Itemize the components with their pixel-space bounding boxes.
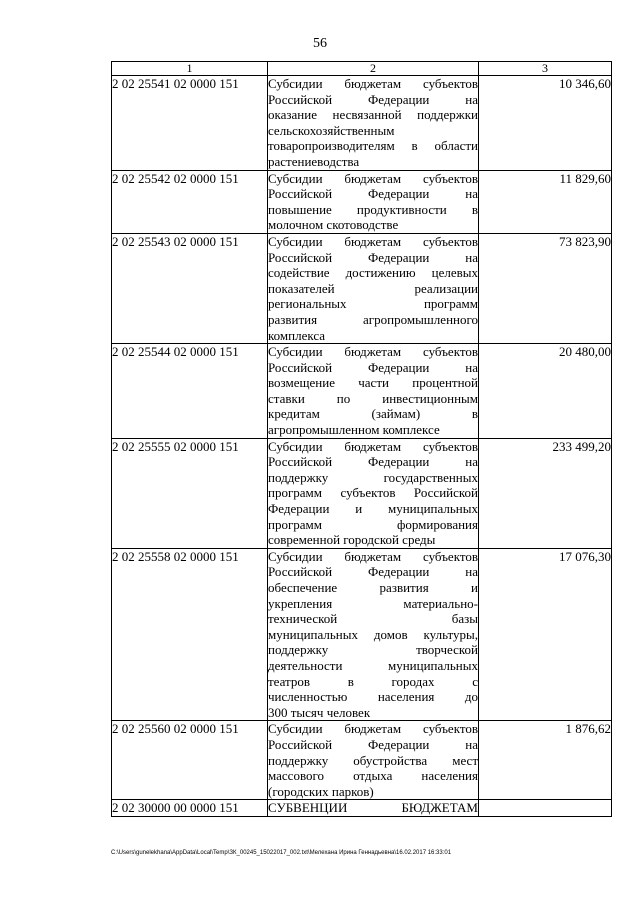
- description-line: Субсидии бюджетам субъектов: [268, 438, 478, 454]
- description-line: СУБВЕНЦИИ БЮДЖЕТАМ: [268, 800, 478, 816]
- description-line: программ субъектов Российской: [268, 485, 478, 501]
- budget-code-cell: 2 02 25541 02 0000 151: [112, 76, 268, 171]
- description-cell: [268, 800, 479, 817]
- budget-code-cell: 2 02 25544 02 0000 151: [112, 344, 268, 439]
- description-line: Субсидии бюджетам субъектов: [268, 344, 478, 360]
- budget-code-cell: 2 02 25555 02 0000 151: [112, 438, 268, 548]
- amount-cell: 1 876,62: [479, 721, 612, 800]
- description-line: агропромышленном комплексе: [268, 422, 440, 438]
- description-line: Российской Федерации на: [268, 249, 478, 265]
- description-line: 300 тысяч человек: [268, 704, 371, 720]
- description-line: Субсидии бюджетам субъектов: [268, 233, 478, 249]
- description-line: технической базы: [268, 611, 478, 627]
- table-row: [112, 76, 612, 171]
- description-line: Субсидии бюджетам субъектов: [268, 76, 478, 91]
- table-row: [112, 233, 612, 343]
- budget-code-cell: 2 02 30000 00 0000 151: [112, 800, 268, 817]
- description-line: театров в городах с: [268, 673, 478, 689]
- table-row: [112, 344, 612, 439]
- description-line: оказание несвязанной поддержки: [268, 107, 478, 123]
- description-line: численностью населения до: [268, 689, 478, 705]
- table-row: [112, 548, 612, 721]
- amount-cell: 17 076,30: [479, 548, 612, 721]
- amount-cell: 73 823,90: [479, 233, 612, 343]
- table-row: [112, 721, 612, 800]
- amount-cell: 10 346,60: [479, 76, 612, 171]
- description-line: кредитам (займам) в: [268, 406, 478, 422]
- description-line: содействие достижению целевых: [268, 265, 478, 281]
- description-line: современной городской среды: [268, 532, 436, 548]
- description-cell: [268, 344, 479, 439]
- description-cell: [268, 438, 479, 548]
- budget-code-cell: 2 02 25558 02 0000 151: [112, 548, 268, 721]
- description-line: Субсидии бюджетам субъектов: [268, 721, 478, 737]
- amount-cell: 20 480,00: [479, 344, 612, 439]
- description-line: повышение продуктивности в: [268, 201, 478, 217]
- description-line: Субсидии бюджетам субъектов: [268, 548, 478, 564]
- column-header-3: 3: [479, 62, 612, 76]
- description-line: (городских парков): [268, 783, 374, 799]
- file-path-footer: C:\Users\gunelekhana\AppData\Local\Temp\ЗК_00245_15022017_002.txt\Мелехана Ирина Геннадьевна\16.02.2017 16:33:01: [111, 850, 452, 856]
- table-header-row: [112, 62, 612, 76]
- description-line: деятельности муниципальных: [268, 657, 478, 673]
- description-line: укрепления материально-: [268, 595, 478, 611]
- budget-table: [111, 61, 612, 817]
- column-header-1: 1: [112, 62, 268, 76]
- description-line: товаропроизводителям в области: [268, 138, 478, 154]
- description-cell: [268, 548, 479, 721]
- description-line: муниципальных домов культуры,: [268, 626, 478, 642]
- description-line: программ формирования: [268, 516, 478, 532]
- description-line: молочном скотоводстве: [268, 217, 399, 233]
- description-line: Российской Федерации на: [268, 359, 478, 375]
- table-row: [112, 170, 612, 233]
- description-line: массового отдыха населения: [268, 768, 478, 784]
- amount-cell: 233 499,20: [479, 438, 612, 548]
- description-line: поддержку творческой: [268, 642, 478, 658]
- description-line: Российской Федерации на: [268, 564, 478, 580]
- table-row: [112, 438, 612, 548]
- description-line: поддержку обустройства мест: [268, 752, 478, 768]
- budget-code-cell: 2 02 25560 02 0000 151: [112, 721, 268, 800]
- description-line: поддержку государственных: [268, 469, 478, 485]
- description-line: ставки по инвестиционным: [268, 390, 478, 406]
- table-row: [112, 800, 612, 817]
- description-cell: [268, 170, 479, 233]
- description-line: региональных программ: [268, 296, 478, 312]
- description-line: растениеводства: [268, 153, 360, 169]
- budget-code-cell: 2 02 25543 02 0000 151: [112, 233, 268, 343]
- description-cell: [268, 76, 479, 171]
- page-number: 56: [313, 36, 327, 51]
- description-line: Российской Федерации на: [268, 91, 478, 107]
- description-line: Субсидии бюджетам субъектов: [268, 170, 478, 186]
- amount-cell: [479, 800, 612, 817]
- description-line: показателей реализации: [268, 280, 478, 296]
- description-line: комплекса: [268, 327, 326, 343]
- description-line: Российской Федерации на: [268, 186, 478, 202]
- description-line: Российской Федерации на: [268, 454, 478, 470]
- description-line: обеспечение развития и: [268, 580, 478, 595]
- budget-code-cell: 2 02 25542 02 0000 151: [112, 170, 268, 233]
- column-header-2: 2: [268, 62, 479, 76]
- description-line: Российской Федерации на: [268, 736, 478, 752]
- description-line: Федерации и муниципальных: [268, 501, 478, 517]
- description-line: возмещение части процентной: [268, 375, 478, 391]
- description-cell: [268, 721, 479, 800]
- description-line: развития агропромышленного: [268, 311, 478, 327]
- amount-cell: 11 829,60: [479, 170, 612, 233]
- table-body: [112, 76, 612, 817]
- description-line: сельскохозяйственным: [268, 122, 395, 138]
- description-cell: [268, 233, 479, 343]
